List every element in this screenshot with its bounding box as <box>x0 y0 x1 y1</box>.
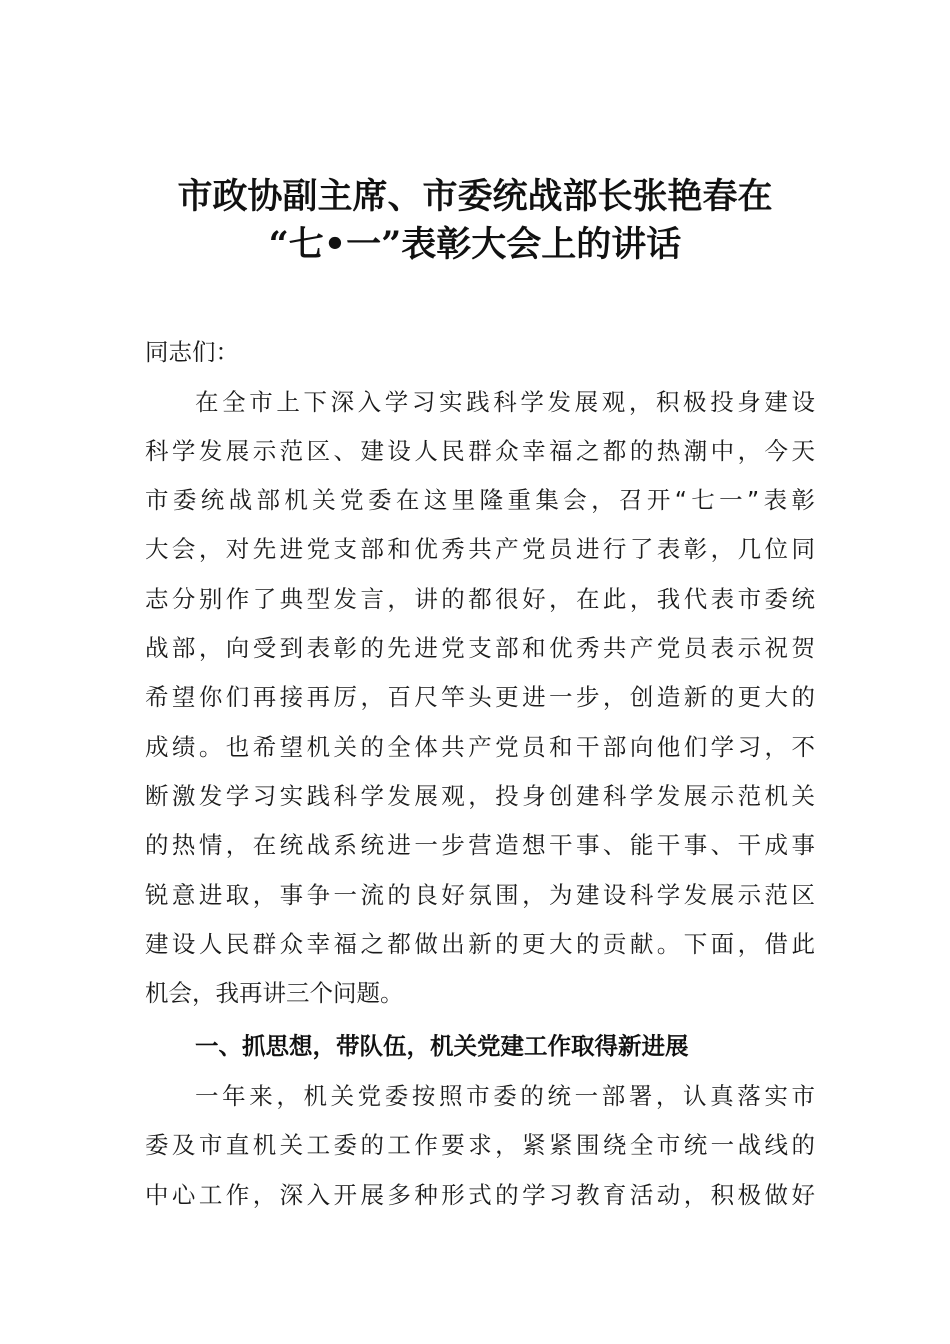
document-title-line-1: 市政协副主席、市委统战部长张艳春在 <box>177 176 773 217</box>
paragraph-1-line: 市委统战部机关党委在这里隆重集会，召开“七一”表彰 <box>145 486 815 514</box>
paragraph-1-line: 战部，向受到表彰的先进党支部和优秀共产党员表示祝贺 <box>145 634 815 662</box>
paragraph-1-line: 希望你们再接再厉，百尺竿头更进一步，创造新的更大的 <box>145 683 815 711</box>
paragraph-1-line: 锐意进取，事争一流的良好氛围，为建设科学发展示范区 <box>145 881 815 909</box>
paragraph-1-line: 建设人民群众幸福之都做出新的更大的贡献。下面，借此 <box>145 930 815 958</box>
document-title-line-2: “七•一”表彰大会上的讲话 <box>268 224 682 265</box>
paragraph-1-line: 科学发展示范区、建设人民群众幸福之都的热潮中，今天 <box>145 437 815 465</box>
paragraph-2-line: 一年来，机关党委按照市委的统一部署，认真落实市 <box>195 1082 815 1110</box>
section-1-heading: 一、抓思想，带队伍，机关党建工作取得新进展 <box>195 1032 689 1060</box>
paragraph-1-line: 的热情，在统战系统进一步营造想干事、能干事、干成事 <box>145 831 815 859</box>
paragraph-1-line: 断激发学习实践科学发展观，投身创建科学发展示范机关 <box>145 782 815 810</box>
paragraph-2-line: 委及市直机关工委的工作要求，紧紧围绕全市统一战线的 <box>145 1131 815 1159</box>
paragraph-1-line: 志分别作了典型发言，讲的都很好，在此，我代表市委统 <box>145 585 815 613</box>
salutation: 同志们： <box>145 338 239 366</box>
paragraph-2-line: 中心工作，深入开展多种形式的学习教育活动，积极做好 <box>145 1181 815 1209</box>
paragraph-1-line: 成绩。也希望机关的全体共产党员和干部向他们学习，不 <box>145 733 815 761</box>
paragraph-1-line: 机会，我再讲三个问题。 <box>145 979 404 1007</box>
paragraph-1-line: 在全市上下深入学习实践科学发展观，积极投身建设 <box>195 388 815 416</box>
paragraph-1-line: 大会，对先进党支部和优秀共产党员进行了表彰，几位同 <box>145 535 815 563</box>
